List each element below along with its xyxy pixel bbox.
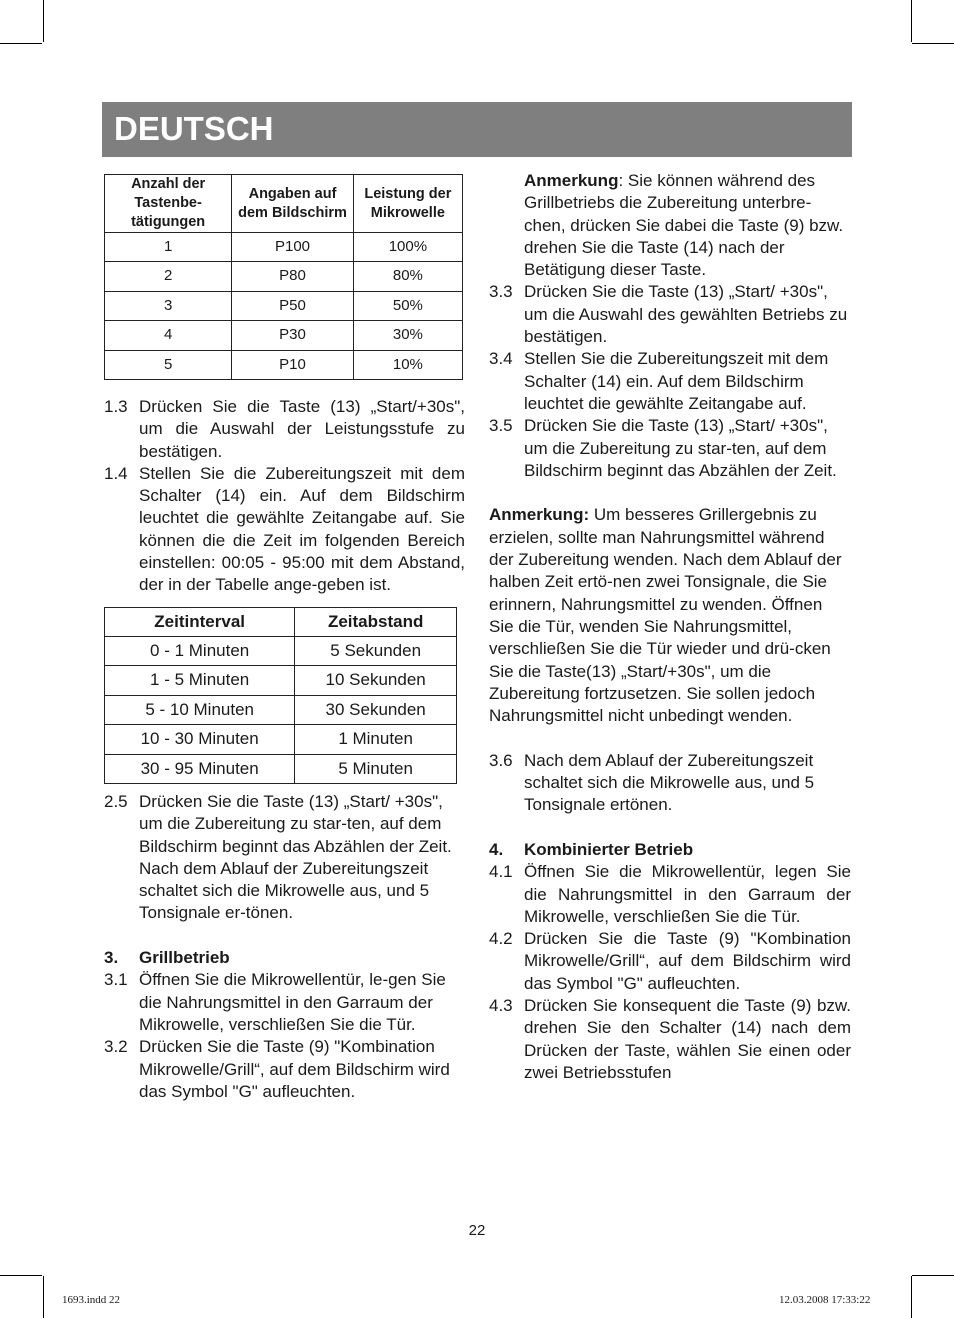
step-text: Nach dem Ablauf der Zubereitungszeit schaltet sich die Mikrowelle aus, und 5 Tonsignale ertönen. [524, 750, 815, 815]
note-label: Anmerkung [524, 171, 619, 190]
table-cell: 3 [105, 291, 232, 320]
table-cell: P80 [232, 262, 354, 291]
time-interval-table [104, 607, 457, 784]
step-3-5 [489, 415, 851, 482]
table-cell: 100% [353, 233, 462, 262]
table-row [105, 637, 457, 666]
table-row [105, 725, 457, 754]
step-text: Drücken Sie konsequent die Taste (9) bzw. drehen Sie den Schalter (14) nach dem Drücken der Taste, wählen Sie einen oder zwei Betriebsstufen [524, 995, 851, 1082]
step-3-4 [489, 348, 851, 415]
step-number: 4.1 [489, 862, 513, 882]
crop-mark [911, 0, 912, 42]
table-cell: 1 [105, 233, 232, 262]
step-text: Stellen Sie die Zubereitungszeit mit dem Schalter (14) ein. Auf dem Bildschirm leuchtet die gewählte Zeitangabe auf. Sie können die die Zeit im folgenden Bereich einstellen: 00:05 - 95:00 mit dem Abstand, der in der Tabelle ange-geben ist. [139, 463, 465, 595]
step-number: 3.4 [489, 349, 513, 369]
table-cell: P30 [232, 321, 354, 350]
table-row [105, 262, 463, 291]
table-cell: 5 Sekunden [295, 637, 457, 666]
crop-mark [0, 1275, 42, 1276]
step-number: 3.1 [104, 970, 128, 990]
step-text: Drücken Sie die Taste (13) „Start/ +30s", um die Zubereitung zu star-ten, auf dem Bildschirm beginnt das Abzählen der Zeit. Nach dem Ablauf der Zubereitungszeit schaltet sich die Mikrowelle aus, und 5 Tonsignale er-tönen. [139, 791, 452, 923]
table-row [105, 666, 457, 695]
table-cell: 1 Minuten [295, 725, 457, 754]
table-header-cell: Zeitabstand [295, 607, 457, 636]
table-row [105, 291, 463, 320]
table-cell: 5 - 10 Minuten [105, 695, 295, 724]
step-2-5 [104, 791, 465, 925]
table-row [105, 754, 457, 783]
page-number: 22 [468, 1222, 486, 1239]
step-3-6 [489, 750, 851, 817]
table-cell: 80% [353, 262, 462, 291]
step-4-3 [489, 995, 851, 1084]
language-header-bar [102, 102, 852, 157]
table-row [105, 321, 463, 350]
left-column [104, 174, 465, 1103]
table-header-cell: Leistung der Mikrowelle [353, 175, 462, 233]
section-heading-grillbetrieb [104, 947, 465, 969]
print-slug-file: 1693.indd 22 [62, 1294, 121, 1306]
print-slug-date: 12.03.2008 17:33:22 [779, 1294, 871, 1306]
step-text: Drücken Sie die Taste (13) „Start/ +30s", um die Auswahl des gewählten Betriebs zu bestätigen. [524, 282, 848, 347]
step-number: 3.3 [489, 282, 513, 302]
step-3-3 [489, 281, 851, 348]
table-cell: 4 [105, 321, 232, 350]
step-text: Drücken Sie die Taste (9) "Kombination Mikrowelle/Grill“, auf dem Bildschirm wird das Symbol "G" aufleuchten. [139, 1037, 450, 1101]
table-cell: 30 - 95 Minuten [105, 754, 295, 783]
step-4-2 [489, 928, 851, 995]
step-number: 4.3 [489, 995, 513, 1015]
step-number: 3.5 [489, 416, 513, 436]
section-title: Kombinierter Betrieb [524, 839, 694, 859]
table-header-cell: Zeitinterval [105, 607, 295, 636]
table-cell: 1 - 5 Minuten [105, 666, 295, 695]
note-paragraph [489, 504, 851, 727]
table-header-row [105, 175, 463, 233]
step-text: Drücken Sie die Taste (13) „Start/ +30s", um die Zubereitung zu star-ten, auf dem Bildschirm beginnt das Abzählen der Zeit. [524, 416, 837, 480]
step-1-4 [104, 463, 465, 597]
section-number: 4. [489, 839, 504, 859]
step-1-3 [104, 396, 465, 463]
table-cell: 10 Sekunden [295, 666, 457, 695]
step-text: Öffnen Sie die Mikrowellentür, legen Sie die Nahrungsmittel in den Garraum der Mikrowelle, verschließen Sie die Tür. [524, 862, 851, 926]
table-row [105, 233, 463, 262]
step-number: 3.6 [489, 750, 513, 770]
table-header-cell: Angaben auf dem Bildschirm [232, 175, 354, 233]
table-cell: 10 - 30 Minuten [105, 725, 295, 754]
crop-mark [0, 43, 42, 44]
table-cell: 30 Sekunden [295, 695, 457, 724]
step-number: 1.3 [104, 396, 128, 416]
table-cell: 10% [353, 350, 462, 379]
note-text: : Sie können während des Grillbetriebs die Zubereitung unterbre-chen, drücken Sie dabei die Taste (9) bzw. drehen Sie die Taste (14) nach der Betätigung dieser Taste. [524, 171, 844, 280]
table-cell: P50 [232, 291, 354, 320]
table-header-row [105, 607, 457, 636]
table-cell: P100 [232, 233, 354, 262]
step-text: Öffnen Sie die Mikrowellentür, le-gen Sie die Nahrungsmittel in den Garraum der Mikrowelle, verschließen Sie die Tür. [139, 970, 446, 1034]
table-cell: 2 [105, 262, 232, 291]
crop-mark [911, 1276, 912, 1318]
crop-mark [912, 43, 954, 44]
table-cell: 5 [105, 350, 232, 379]
note-text: Um besseres Grillergebnis zu erzielen, sollte man Nahrungsmittel während der Zubereitung wenden. Nach dem Ablauf der halben Zeit ertö-nen zwei Tonsignale, die Sie erinnern, Nahrungsmittel zu wenden. Öffnen Sie die Tür, wenden Sie Nahrungsmittel, verschließen Sie die Tür wieder und drü-cken Sie die Taste(13) „Start/+30s", um die Zubereitung fortzusetzen. Sie sollen jedoch Nahrungsmittel nicht unbedingt wenden. [489, 505, 842, 726]
step-text: Drücken Sie die Taste (9) "Kombination Mikrowelle/Grill“, auf dem Bildschirm wird das Symbol "G" aufleuchten. [524, 929, 851, 993]
table-cell: 50% [353, 291, 462, 320]
section-title: Grillbetrieb [139, 948, 230, 968]
step-number: 4.2 [489, 929, 513, 949]
note-paragraph [489, 170, 851, 281]
note-label: Anmerkung: [489, 505, 590, 525]
step-text: Stellen Sie die Zubereitungszeit mit dem Schalter (14) ein. Auf dem Bildschirm leuchtet die gewählte Zeitangabe auf. [524, 349, 829, 413]
table-header-cell: Anzahl der Tastenbe-tätigungen [105, 175, 232, 233]
section-heading-kombinierter-betrieb [489, 839, 851, 861]
step-3-1 [104, 969, 465, 1036]
table-cell: 0 - 1 Minuten [105, 637, 295, 666]
table-row [105, 350, 463, 379]
crop-mark [912, 1275, 954, 1276]
step-number: 2.5 [104, 791, 128, 811]
section-number: 3. [104, 948, 119, 968]
crop-mark [43, 0, 44, 42]
table-cell: P10 [232, 350, 354, 379]
step-number: 1.4 [104, 463, 128, 483]
language-title: DEUTSCH [114, 110, 274, 147]
right-column [489, 170, 851, 1084]
table-row [105, 695, 457, 724]
table-cell: 30% [353, 321, 462, 350]
crop-mark [43, 1276, 44, 1318]
step-number: 3.2 [104, 1037, 128, 1057]
step-text: Drücken Sie die Taste (13) „Start/+30s", um die Auswahl der Leistungsstufe zu bestätigen. [139, 396, 465, 461]
power-level-table [104, 174, 463, 380]
step-3-2 [104, 1036, 465, 1103]
table-cell: 5 Minuten [295, 754, 457, 783]
step-4-1 [489, 861, 851, 928]
